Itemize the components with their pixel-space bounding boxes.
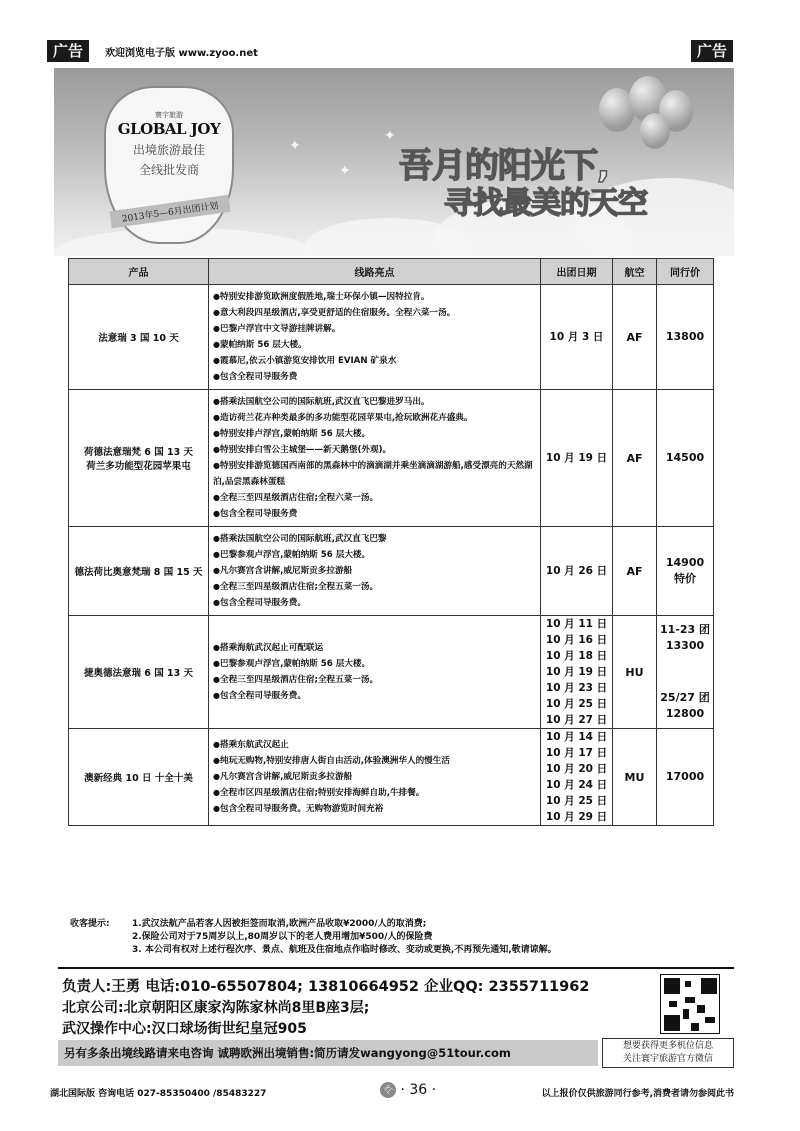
contact-block [62,975,662,1038]
price-value: 13800 [665,330,705,343]
bird-icon: ✦ [384,128,396,144]
highlight-item: ● 包含全程司导服务费。无购物游览时间充裕 [213,801,536,817]
price-cell [657,527,714,616]
product-cell [69,527,209,616]
dates-cell [541,390,613,527]
highlight-item: ● 巴黎参观卢浮宫,蒙帕纳斯 56 层大楼。 [213,547,536,563]
product-cell [69,729,209,826]
top-bar [47,40,733,64]
highlight-item: ● 全程三至四星级酒店住宿;全程五菜一汤。 [213,579,536,595]
highlights-cell [209,285,541,390]
highlight-item: ● 纯玩无购物,特别安排唐人街自由活动,体验澳洲华人的慢生活 [213,753,536,769]
brand-badge [104,86,234,244]
highlights-cell [209,527,541,616]
price-cell [657,390,714,527]
highlight-item: ● 包含全程司导服务费 [213,369,536,385]
highlight-item: ● 特别安排白雪公主城堡——新天鹅堡(外观)。 [213,442,536,458]
departure-date: 10 月 24 日 [545,779,608,791]
highlight-item: ● 巴黎参观卢浮宫,蒙帕纳斯 56 层大楼。 [213,656,536,672]
ad-label-right: 广告 [691,40,733,62]
dates-cell [541,527,613,616]
highlight-item: ● 特别安排卢浮宫,蒙帕纳斯 56 层大楼。 [213,426,536,442]
note-item: 1.武汉法航产品若客人因被拒签而取消,欧洲产品收取¥2000/人的取消费; [132,919,427,929]
price-value: 11-23 团 [659,623,710,636]
headline [399,138,729,238]
wuhan-address: 武汉操作中心:汉口球场街世纪皇冠905 [62,1021,307,1037]
page-number: 红 · 36 · [380,1082,436,1098]
highlights-cell [209,729,541,826]
highlight-item: ● 包含全程司导服务费。 [213,595,536,611]
departure-date: 10 月 26 日 [545,565,608,577]
price-value: 12800 [665,707,705,720]
product-name: 德法荷比奥意梵瑞 8 国 15 天 [74,567,203,578]
note-item: 2.保险公司对于75周岁以上,80周岁以下的老人费用增加¥500/人的保险费 [132,932,433,942]
tagline-line2: 全线批发商 [138,163,199,177]
price-cell [657,285,714,390]
highlight-item: ● 造访荷兰花卉种类最多的多功能型花园苹果屯,抢玩欧洲花卉盛典。 [213,410,536,426]
departure-date: 10 月 29 日 [545,811,608,823]
booking-notes [70,918,730,957]
departure-date: 10 月 20 日 [545,763,608,775]
airline-cell: MU [613,729,657,826]
tagline-line1: 出境旅游最佳 [132,143,205,157]
highlight-item: ● 全程三至四星级酒店住宿;全程五菜一汤。 [213,672,536,688]
departure-date: 10 月 18 日 [545,650,608,662]
bird-icon: ✦ [339,163,351,179]
promo-strip[interactable]: 另有多条出境线路请来电咨询 诚聘欧洲出境销售:简历请发wangyong@51tour.com [58,1040,598,1066]
headline-line1: 吾月的阳光下, [399,146,609,186]
footer-left: 湖北国际版 咨询电话 027-85350400 /85483227 [50,1089,267,1099]
departure-date: 10 月 19 日 [545,452,608,464]
airline-cell: AF [613,285,657,390]
col-airline: 航空 [613,259,657,285]
table-row [69,390,714,527]
col-product: 产品 [69,259,209,285]
wechat-box [602,1038,734,1068]
product-cell [69,390,209,527]
brand-small-text: 寰宇旅游 [155,111,183,119]
departure-date: 10 月 3 日 [549,331,604,343]
logo-icon: 红 [377,1079,400,1102]
highlight-item: ● 搭乘法国航空公司的国际航班,武汉直飞巴黎进罗马出。 [213,394,536,410]
dates-cell [541,729,613,826]
departure-date: 10 月 23 日 [545,682,608,694]
highlight-item: ● 包含全程司导服务费。 [213,688,536,704]
wechat-line1: 想要获得更多机位信息 [622,1041,713,1051]
col-dates: 出团日期 [541,259,613,285]
departure-date: 10 月 25 日 [545,698,608,710]
departure-date: 10 月 27 日 [545,714,608,726]
highlights-cell [209,616,541,729]
welcome-text[interactable]: 欢迎浏览电子版 www.zyoo.net [105,48,258,59]
departure-date: 10 月 17 日 [545,747,608,759]
highlight-item: ● 包含全程司导服务费 [213,506,536,522]
highlight-item: ● 巴黎卢浮宫中文导游挂牌讲解。 [213,321,536,337]
tour-table [68,258,714,826]
price-value: 13300 [665,639,705,652]
product-name: 荷兰多功能型花园苹果屯 [86,461,191,472]
table-row [69,616,714,729]
highlight-item: ● 全程市区四星级酒店住宿;特别安排海鲜自助,牛排餐。 [213,785,536,801]
product-name: 荷德法意瑞梵 6 国 13 天 [83,447,194,458]
price-value: 14500 [665,451,705,464]
notes-label: 收客提示: [70,919,110,929]
price-value: 特价 [674,572,696,585]
highlight-item: ● 搭乘海航武汉起止可配联运 [213,640,536,656]
brand-logo: GLOBAL JOY [117,120,221,138]
dates-cell [541,616,613,729]
departure-date: 10 月 11 日 [545,618,608,630]
highlight-item: ● 霞慕尼,依云小镇游览安排饮用 EVIAN 矿泉水 [213,353,536,369]
divider [58,967,734,969]
departure-date: 10 月 25 日 [545,795,608,807]
price-value: 17000 [665,770,705,783]
departure-date: 10 月 19 日 [545,666,608,678]
highlight-item: ● 蒙帕纳斯 56 层大楼。 [213,337,536,353]
page-number-value: 36 [409,1082,428,1098]
departure-date: 10 月 14 日 [545,731,608,743]
product-name: 法意瑞 3 国 10 天 [98,333,179,344]
highlight-item: ● 意大利段四星级酒店,享受更舒适的住宿服务。全程六菜一汤。 [213,305,536,321]
product-name: 捷奥德法意瑞 6 国 13 天 [83,668,194,679]
highlight-item: ● 凡尔赛宫含讲解,威尼斯贡多拉游船 [213,563,536,579]
price-value: 14900 [665,556,705,569]
beijing-address: 北京公司:北京朝阳区康家沟陈家林尚8里B座3层; [62,1000,370,1016]
highlight-item: ● 搭乘法国航空公司的国际航班,武汉直飞巴黎 [213,531,536,547]
col-price: 同行价 [657,259,714,285]
product-cell [69,616,209,729]
product-name: 澳新经典 10 日 十全十美 [84,773,193,784]
ad-label-left: 广告 [47,40,89,62]
price-value: 25/27 团 [660,691,710,704]
contact-person: 负责人:王勇 电话:010-65507804; 13810664952 企业QQ: 2355711962 [62,979,590,995]
highlight-item: ● 搭乘东航武汉起止 [213,737,536,753]
table-header-row [69,259,714,285]
bird-icon: ✦ [289,138,301,154]
col-highlights: 线路亮点 [209,259,541,285]
product-cell [69,285,209,390]
promo-banner [54,68,734,256]
table-row [69,285,714,390]
headline-line2: 寻找最美的天空 [444,186,647,221]
price-cell [657,729,714,826]
note-item: 3. 本公司有权对上述行程次序、景点、航班及住宿地点作临时修改、变动或更换,不再预先通知,敬请谅解。 [132,945,557,955]
departure-date: 10 月 16 日 [545,634,608,646]
highlight-item: ● 全程三至四星级酒店住宿;全程六菜一汤。 [213,490,536,506]
plan-ribbon: 2013年5—6月出团计划 [109,195,230,229]
table-row [69,729,714,826]
price-cell [657,616,714,729]
highlight-item: ● 特别安排游览德国西南部的黑森林中的滴滴湖并乘坐滴滴湖游船,感受漂亮的天然湖泊,品尝黑森林蛋糕 [213,458,536,490]
highlights-cell [209,390,541,527]
price-spacer [657,654,713,690]
page-footer [50,1084,734,1102]
highlight-item: ● 特别安排游览欧洲度假胜地,瑞士环保小镇—因特拉肯。 [213,289,536,305]
highlight-item: ● 凡尔赛宫含讲解,威尼斯贡多拉游船 [213,769,536,785]
wechat-line2: 关注寰宇旅游官方微信 [622,1054,713,1064]
footer-right: 以上报价仅供旅游同行参考,消费者请勿参阅此书 [541,1089,734,1099]
table-row [69,527,714,616]
dates-cell [541,285,613,390]
airline-cell: AF [613,390,657,527]
airline-cell: AF [613,527,657,616]
qr-code-icon[interactable] [660,974,720,1034]
airline-cell: HU [613,616,657,729]
